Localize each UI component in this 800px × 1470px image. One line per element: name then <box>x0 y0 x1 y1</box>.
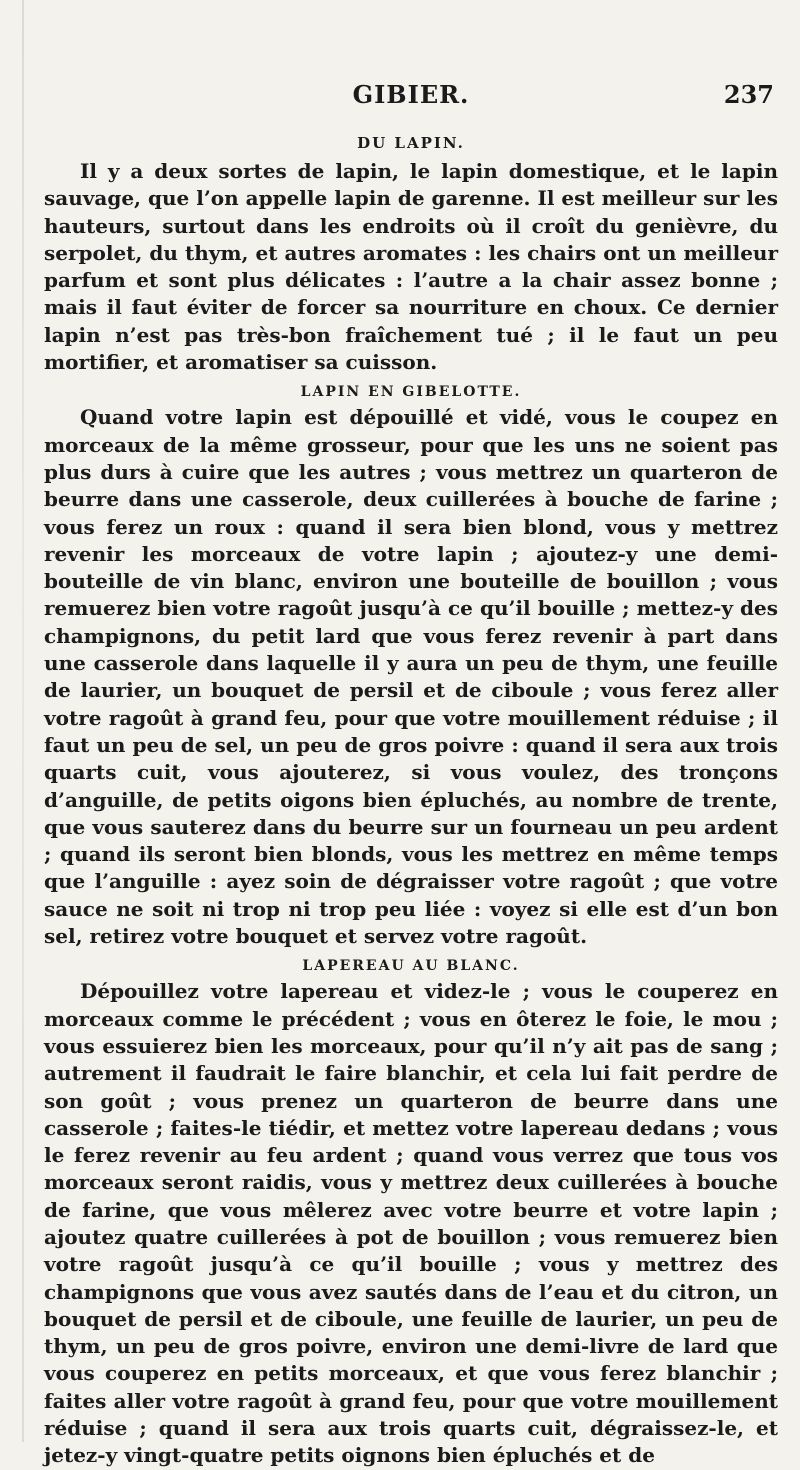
recipe-paragraph-lapereau-au-blanc: Dépouillez votre lapereau et videz-le ; vous le couperez en morceaux comme le précédent ; vous en ôterez le foie, le mou ; vous essuierez bien les morceaux, pour qu’il n’y ait pas de sang ; autrement il faudrait le faire blanchir, et cela lui fait perdre de son goût ; vous prenez un quarteron de beurre dans une casserole ; faites-le tiédir, et mettez votre lapereau dedans ; vous le ferez revenir au feu ardent ; quand vous verrez que tous vos morceaux seront raidis, vous y mettrez deux cuillerées à bouche de farine, que vous mêlerez avec votre beurre et votre lapin ; ajoutez quatre cuillerées à pot de bouillon ; vous remuerez bien votre ragoût jusqu’à ce qu’il bouille ; vous y mettrez des champignons que vous avez sautés dans de l’eau et du citron, un bouquet de persil et de ciboule, une feuille de laurier, un peu de thym, un peu de gros poivre, environ une demi-livre de lard que vous couperez en petits morceaux, et que vous ferez blanchir ; faites aller votre ragoût à grand feu, pour que votre mouillement réduise ; quand il sera aux trois quarts cuit, dégraissez-le, et jetez-y vingt-quatre petits oignons bien épluchés et de <box>44 979 778 1468</box>
page-gutter-line <box>22 0 24 1442</box>
page-header <box>44 80 778 114</box>
recipe-title-lapin-en-gibelotte: LAPIN EN GIBELOTTE. <box>300 384 522 401</box>
page-number: 237 <box>723 80 774 109</box>
intro-paragraph: Il y a deux sortes de lapin, le lapin domestique, et le lapin sauvage, que l’on appelle lapin de garenne. Il est meilleur sur les hauteurs, surtout dans les endroits où il croît du genièvre, du serpolet, du thym, et autres aromates : les chairs ont un meilleur parfum et sont plus délicates : l’autre a la chair assez bonne ; mais il faut éviter de forcer sa nourriture en choux. Ce dernier lapin n’est pas très-bon fraîchement tué ; il le faut un peu mortifier, et aromatiser sa cuisson. <box>44 159 778 375</box>
recipe-paragraph-lapin-en-gibelotte: Quand votre lapin est dépouillé et vidé, vous le coupez en morceaux de la même grosseur, pour que les uns ne soient pas plus durs à cuire que les autres ; vous mettrez un quarteron de beurre dans une casserole, deux cuillerées à bouche de farine ; vous ferez un roux : quand il sera bien blond, vous y mettrez revenir les morceaux de votre lapin ; ajoutez-y une demi-bouteille de vin blanc, environ une bouteille de bouillon ; vous remuerez bien votre ragoût jusqu’à ce qu’il bouille ; mettez-y des champignons, du petit lard que vous ferez revenir à part dans une casserole dans laquelle il y aura un peu de thym, une feuille de laurier, un bouquet de persil et de ciboule ; vous ferez aller votre ragoût à grand feu, pour que votre mouillement réduise ; il faut un peu de sel, un peu de gros poivre : quand il sera aux trois quarts cuit, vous ajouterez, si vous voulez, des tronçons d’anguille, de petits oigons bien épluchés, au nombre de trente, que vous sauterez dans du beurre sur un fourneau un peu ardent ; quand ils seront bien blonds, vous les mettrez en même temps que l’anguille : ayez soin de dégraisser votre ragoût ; que votre sauce ne soit ni trop ni trop peu liée : voyez si elle est d’un bon sel, retirez votre bouquet et servez votre ragoût. <box>44 405 778 949</box>
running-head: GIBIER. <box>352 80 470 109</box>
recipe-title-lapereau-au-blanc: LAPEREAU AU BLANC. <box>302 958 520 975</box>
book-page <box>44 80 778 1470</box>
section-title-du-lapin: DU LAPIN. <box>357 134 465 152</box>
